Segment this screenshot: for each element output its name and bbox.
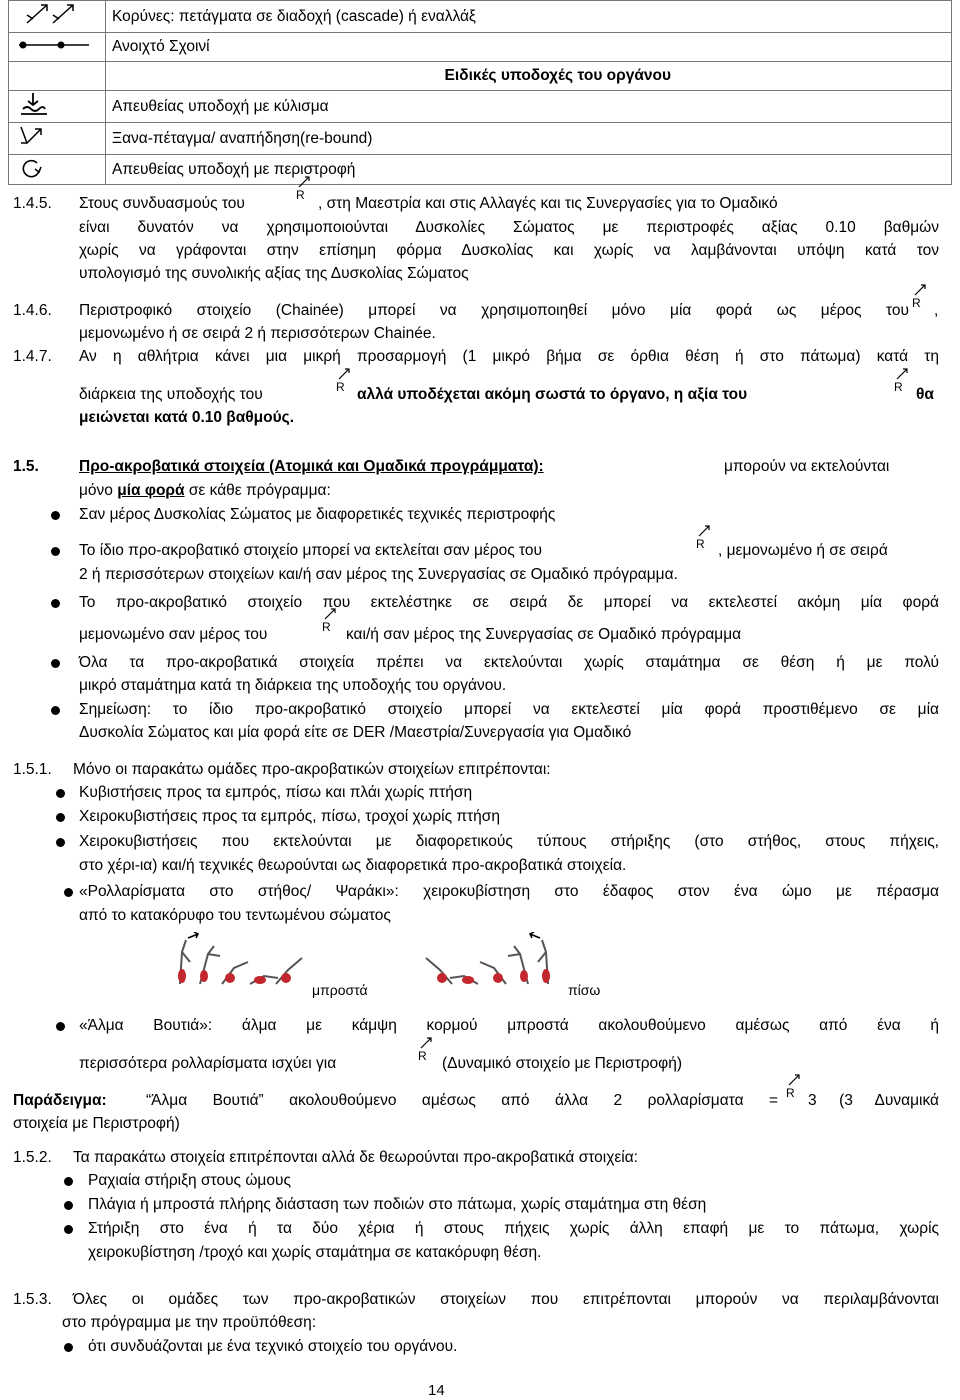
table-row [9, 62, 952, 91]
r-symbol-icon [336, 368, 354, 396]
bullet-icon [64, 1201, 73, 1210]
list-item: Κυβιστήσεις προς τα εμπρός, πίσω και πλάι χωρίς πτήση [79, 784, 473, 801]
bullet-icon [51, 547, 60, 556]
table-row [9, 123, 952, 155]
text-line: 3 (3 Δυναμικά [808, 1092, 939, 1109]
list-item: μικρό σταμάτημα κατά τη διάρκεια της υποδοχής του οργάνου. [79, 677, 507, 694]
open-rope-icon [9, 33, 106, 62]
example-label: Παράδειγμα: [13, 1092, 107, 1109]
text-line: Αν η αθλήτρια κάνει μια μικρή προσαρμογή (1 μικρό βήμα σε όρθια θέση ή στο πάτωμα) κατά τη [79, 348, 939, 365]
section-number: 1.4.7. [13, 348, 52, 365]
text-span: σε κάθε πρόγραμμα: [188, 482, 331, 499]
list-item: Το ίδιο προ-ακροβατικό στοιχείο μπορεί να εκτελείται σαν μέρος του [79, 542, 543, 559]
text-line: στοιχεία με Περιστροφή) [13, 1115, 180, 1132]
symbols-table [8, 0, 952, 185]
bullet-icon [64, 1177, 73, 1186]
list-item: Στήριξη στο ένα ή τα δύο χέρια ή στους πήχεις χωρίς άλλη επαφή με το πάτωμα, χωρίς [88, 1220, 939, 1237]
list-item: Απευθείας υποδοχή με περιστροφή [106, 155, 952, 185]
r-symbol-icon [322, 608, 340, 636]
list-item: Το προ-ακροβατικό στοιχείο που εκτελέστηκε σε σειρά δε μπορεί να εκτελεστεί ακόμη μία φορά [79, 594, 939, 611]
section-number: 1.5.3. [13, 1291, 52, 1308]
list-item: Όλα τα προ-ακροβατικά στοιχεία πρέπει να εκτελούνται χωρίς σταμάτημα σε θέση ή με πολύ [79, 654, 939, 671]
bullet-icon [56, 813, 65, 822]
cascade-throws-icon [9, 1, 106, 33]
list-item: Ραχιαία στήριξη στους ώμους [88, 1172, 291, 1189]
list-item: περισσότερα ρολλαρίσματα ισχύει για [79, 1055, 337, 1072]
bullet-icon [64, 1225, 73, 1234]
section-number: 1.5.2. [13, 1149, 52, 1166]
table-row [9, 91, 952, 123]
r-symbol-icon [296, 176, 314, 204]
text-line: μπορούν να εκτελούνται [724, 458, 890, 475]
list-item: από το κατακόρυφο του τεντωμένου σώματος [79, 907, 391, 924]
bullet-icon [64, 888, 73, 897]
figure-caption: πίσω [568, 982, 601, 998]
text-line: μεμονωμένο ή σε σειρά 2 ή περισσότερων Chainée. [79, 325, 436, 342]
text-line: στο πρόγραμμα με την προϋπόθεση: [62, 1314, 317, 1331]
table-row [9, 1, 952, 33]
text-line: Περιστροφικό στοιχείο (Chainée) μπορεί να χρησιμοποιηθεί μόνο μία φορά ως μέρος του [79, 302, 909, 319]
text-line: αλλά υποδέχεται ακόμη σωστά το όργανο, η αξία του [357, 386, 748, 403]
text-line: Στους συνδυασμούς του [79, 195, 245, 212]
text-line: διάρκεια της υποδοχής του [79, 386, 263, 403]
section-title: Προ-ακροβατικά στοιχεία (Ατομικά και Ομαδικά προγράμματα): [79, 458, 544, 475]
text-line: υπολογισμό της συνολικής αξίας της Δυσκολίας Σώματος [79, 265, 469, 282]
list-item: «Ρολλαρίσματα στο στήθος/ Ψαράκι»: χειροκυβίστηση στο έδαφος στον ένα ώμο με πέρασμα [79, 883, 939, 900]
list-item: , μεμονωμένο ή σε σειρά [718, 542, 888, 559]
r-symbol-icon [786, 1074, 804, 1102]
list-item: Σαν μέρος Δυσκολίας Σώματος με διαφορετικές τεχνικές περιστροφής [79, 506, 556, 523]
text-line: Τα παρακάτω στοιχεία επιτρέπονται αλλά δε θεωρούνται προ-ακροβατικά στοιχεία: [73, 1149, 638, 1166]
table-row [9, 33, 952, 62]
list-item: Κορύνες: πετάγματα σε διαδοχή (cascade) ή εναλλάξ [106, 1, 952, 33]
list-item: (Δυναμικό στοιχείο με Περιστροφή) [442, 1055, 682, 1072]
text-line: χωρίς να γράφονται στην επίσημη φόρμα Δυσκολίας και χωρίς να λαμβάνονται υπόψη κατά τον [79, 242, 939, 259]
bullet-icon [51, 511, 60, 520]
r-symbol-icon [418, 1037, 436, 1065]
text-line: θα [916, 386, 934, 403]
text-line: , [934, 302, 939, 319]
text-span-emphasis: μία φορά [117, 482, 185, 499]
list-item: Απευθείας υποδοχή με κύλισμα [106, 91, 952, 123]
section-number: 1.4.5. [13, 195, 52, 212]
section-number: 1.4.6. [13, 302, 52, 319]
text-line: “Άλμα Βουτιά” ακολουθούμενο αμέσως από άλλα 2 ρολλαρίσματα = [146, 1092, 778, 1109]
bullet-icon [64, 1343, 73, 1352]
list-item: Δυσκολία Σώματος και μία φορά είτε σε DER /Μαεστρία/Συνεργασία για Ομαδικό [79, 724, 632, 741]
list-item: Πλάγια ή μπροστά πλήρης διάσταση των ποδιών στο πάτωμα, χωρίς σταμάτημα στη θέση [88, 1196, 707, 1213]
rotation-catch-icon [9, 155, 106, 185]
text-line: είναι δυνατόν να χρησιμοποιούνται Δυσκολίες Σώματος με περιστροφές αξίας 0.10 βαθμών [79, 219, 939, 236]
text-line [79, 481, 331, 501]
list-item: Χειροκυβιστήσεις που εκτελούνται με διαφορετικούς τύπους στήριξης (στο στήθος, στους πήχεις, [79, 833, 939, 850]
list-item: «Άλμα Βουτιά»: άλμα με κάμψη κορμού μπροστά ακολουθούμενο αμέσως από ένα ή [79, 1017, 939, 1034]
bullet-icon [56, 838, 65, 847]
figure-caption: μπροστά [312, 982, 368, 998]
roll-catch-icon [9, 91, 106, 123]
page-number: 14 [428, 1382, 445, 1399]
section-number: 1.5. [13, 458, 39, 475]
forward-roll-figure [168, 932, 308, 990]
table-row [9, 155, 952, 185]
list-item: στο χέρι-ια) και/ή τεχνικές θεωρούνται ως διαφορετικά προ-ακροβατικά στοιχεία. [79, 857, 627, 874]
list-item: Ξανα-πέταγμα/ αναπήδηση(re-bound) [106, 123, 952, 155]
text-line: Μόνο οι παρακάτω ομάδες προ-ακροβατικών στοιχείων επιτρέπονται: [73, 761, 551, 778]
bullet-icon [51, 706, 60, 715]
list-item: μεμονωμένο σαν μέρος του [79, 626, 268, 643]
list-item: χειροκυβίστηση /τροχό και χωρίς σταμάτημα σε κατακόρυφη θέση. [88, 1244, 542, 1261]
r-symbol-icon [912, 284, 930, 312]
text-line: , στη Μαεστρία και στις Αλλαγές και τις Συνεργασίες για το Ομαδικό [318, 195, 778, 212]
rebound-icon [9, 123, 106, 155]
text-line: Όλες οι ομάδες των προ-ακροβατικών στοιχείων που επιτρέπονται μπορούν να περιλαμβάνονται [73, 1291, 939, 1308]
bullet-icon [56, 789, 65, 798]
list-item: και/ή σαν μέρος της Συνεργασίας σε Ομαδικό πρόγραμμα [346, 626, 742, 643]
list-item: Σημείωση: το ίδιο προ-ακροβατικό στοιχείο μπορεί να εκτελεστεί μία φορά προστιθέμενο σε μία [79, 701, 939, 718]
bullet-icon [51, 599, 60, 608]
table-section-header: Ειδικές υποδοχές του οργάνου [106, 62, 952, 91]
r-symbol-icon [894, 368, 912, 396]
list-item: ότι συνδυάζονται με ένα τεχνικό στοιχείο του οργάνου. [88, 1338, 458, 1355]
section-number: 1.5.1. [13, 761, 52, 778]
text-span: μόνο [79, 482, 113, 499]
backward-roll-figure [420, 932, 560, 990]
r-symbol-icon [696, 525, 714, 553]
list-item: Χειροκυβιστήσεις προς τα εμπρός, πίσω, τροχοί χωρίς πτήση [79, 808, 500, 825]
text-line: μειώνεται κατά 0.10 βαθμούς. [79, 409, 295, 426]
bullet-icon [56, 1022, 65, 1031]
list-item: 2 ή περισσότερων στοιχείων και/ή σαν μέρος της Συνεργασίας σε Ομαδικό πρόγραμμα. [79, 566, 678, 583]
bullet-icon [51, 659, 60, 668]
list-item: Ανοιχτό Σχοινί [106, 33, 952, 62]
